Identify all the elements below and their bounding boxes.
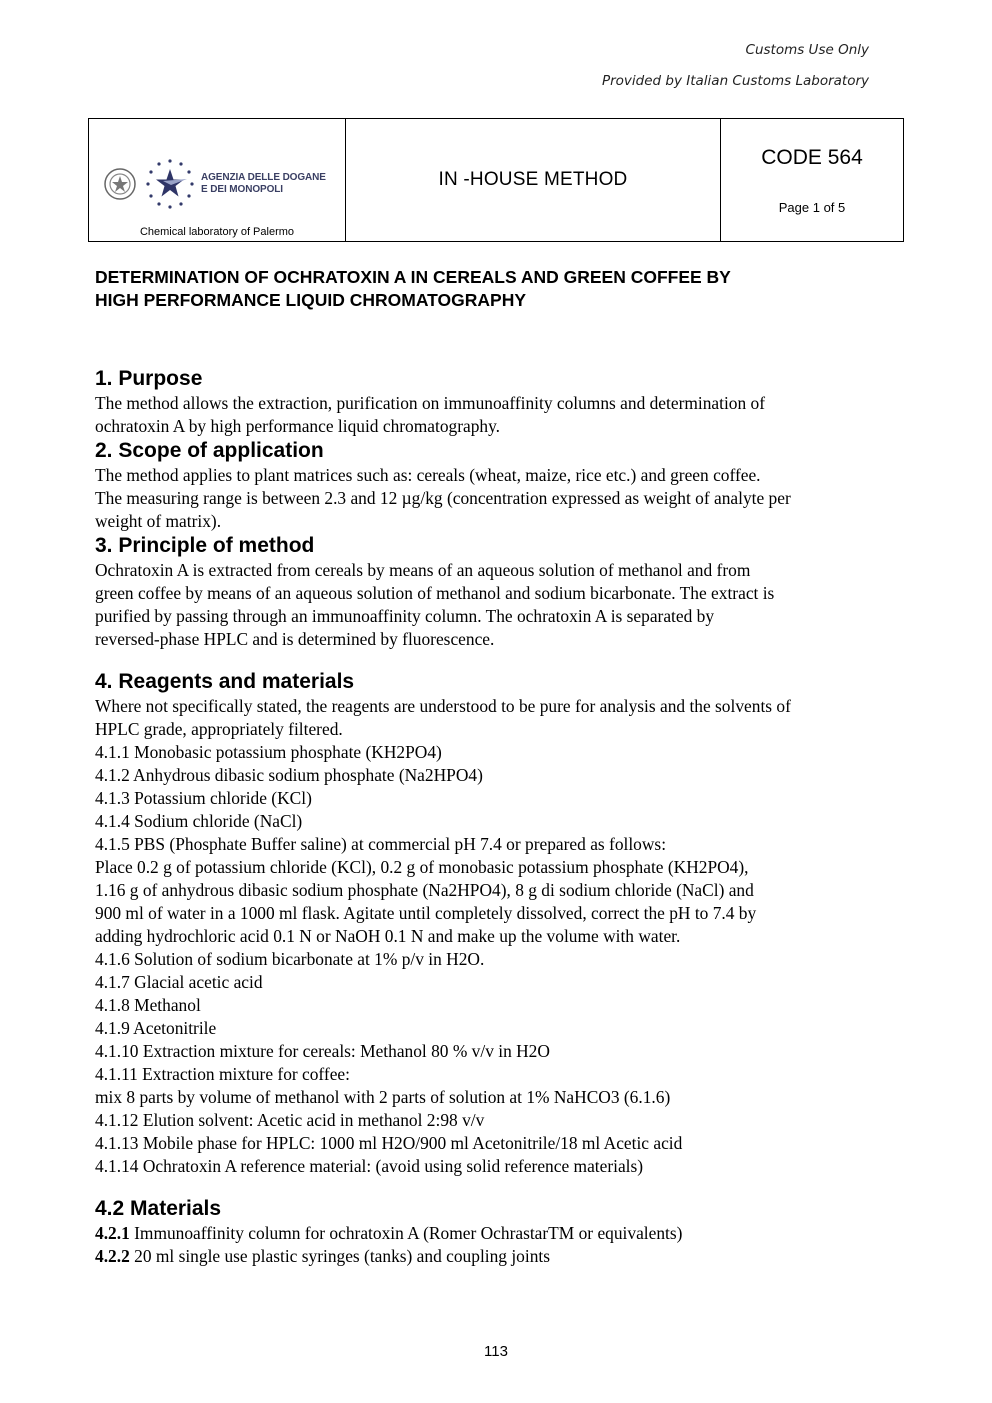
section-heading-reagents: 4. Reagents and materials <box>95 670 355 693</box>
material-item <box>95 1222 915 1245</box>
agency-name <box>201 172 326 196</box>
page-indicator: Page 1 of 5 <box>778 200 846 215</box>
text-line: HPLC grade, appropriately filtered. <box>95 719 343 739</box>
title-line-1: DETERMINATION OF OCHRATOXIN A IN CEREALS AND GREEN COFFEE BY <box>95 267 731 287</box>
lab-name: Chemical laboratory of Palermo <box>139 226 295 238</box>
provider-note: Provided by Italian Customs Laboratory <box>601 73 869 89</box>
agency-logo <box>103 155 326 213</box>
eu-stars-logo-icon <box>141 155 199 213</box>
header-table <box>88 118 904 242</box>
reagent-item: 4.1.14 Ochratoxin A reference material: (avoid using solid reference materials) <box>95 1156 644 1176</box>
reagent-item: 4.1.9 Acetonitrile <box>95 1018 217 1038</box>
document-title <box>95 266 895 312</box>
agency-line-1: AGENZIA DELLE DOGANE <box>201 172 326 183</box>
section-heading-principle: 3. Principle of method <box>95 534 315 557</box>
page-number: 113 <box>484 1343 508 1360</box>
reagent-item: 4.1.10 Extraction mixture for cereals: Methanol 80 % v/v in H2O <box>95 1041 550 1061</box>
reagent-item: 4.1.6 Solution of sodium bicarbonate at 1% p/v in H2O. <box>95 949 485 969</box>
reagent-item: 4.1.11 Extraction mixture for coffee: <box>95 1064 350 1084</box>
document-body <box>95 366 915 1268</box>
material-number: 4.2.1 <box>95 1223 130 1243</box>
agency-line-2: E DEI MONOPOLI <box>201 184 283 195</box>
reagent-item: 4.1.4 Sodium chloride (NaCl) <box>95 811 303 831</box>
text-line: Place 0.2 g of potassium chloride (KCl), 0.2 g of monobasic potassium phosphate (KH2PO4), <box>95 857 749 877</box>
text-line: The method allows the extraction, purification on immunoaffinity columns and determination of <box>95 393 766 413</box>
text-line: green coffee by means of an aqueous solution of methanol and sodium bicarbonate. The extract is <box>95 583 775 603</box>
text-line: ochratoxin A by high performance liquid chromatography. <box>95 416 501 436</box>
purpose-text <box>95 392 915 438</box>
material-number: 4.2.2 <box>95 1246 130 1266</box>
text-line: purified by passing through an immunoaffinity column. The ochratoxin A is separated by <box>95 606 715 626</box>
text-line: 900 ml of water in a 1000 ml flask. Agitate until completely dissolved, correct the pH to 7.4 by <box>95 903 757 923</box>
logo-cell <box>89 119 346 241</box>
code-cell <box>721 119 903 241</box>
section-heading-materials: 4.2 Materials <box>95 1197 222 1220</box>
materials-list <box>95 1222 915 1268</box>
reagent-item: 4.1.13 Mobile phase for HPLC: 1000 ml H2O/900 ml Acetonitrile/18 ml Acetic acid <box>95 1133 683 1153</box>
document-code: CODE 564 <box>761 146 863 169</box>
method-cell <box>346 119 721 241</box>
text-line: The measuring range is between 2.3 and 12 µg/kg (concentration expressed as weight of analyte per <box>95 488 791 508</box>
reagent-item: 4.1.2 Anhydrous dibasic sodium phosphate (Na2HPO4) <box>95 765 483 785</box>
text-line: Ochratoxin A is extracted from cereals by means of an aqueous solution of methanol and from <box>95 560 751 580</box>
text-line: 1.16 g of anhydrous dibasic sodium phosphate (Na2HPO4), 8 g di sodium chloride (NaCl) and <box>95 880 754 900</box>
reagent-item: 4.1.3 Potassium chloride (KCl) <box>95 788 312 808</box>
customs-use-note: Customs Use Only <box>745 42 869 58</box>
section-heading-purpose: 1. Purpose <box>95 367 203 390</box>
text-line: Where not specifically stated, the reagents are understood to be pure for analysis and the solvents of <box>95 696 791 716</box>
material-item <box>95 1245 915 1268</box>
title-line-2: HIGH PERFORMANCE LIQUID CHROMATOGRAPHY <box>95 290 527 310</box>
scope-text <box>95 464 915 533</box>
italian-emblem-icon <box>103 167 137 201</box>
text-line: reversed-phase HPLC and is determined by fluorescence. <box>95 629 495 649</box>
reagents-text <box>95 695 915 1178</box>
reagent-item: 4.1.12 Elution solvent: Acetic acid in methanol 2:98 v/v <box>95 1110 485 1130</box>
material-text: Immunoaffinity column for ochratoxin A (Romer OchrastarTM or equivalents) <box>129 1223 683 1243</box>
reagent-item: 4.1.5 PBS (Phosphate Buffer saline) at commercial pH 7.4 or prepared as follows: <box>95 834 667 854</box>
text-line: mix 8 parts by volume of methanol with 2 parts of solution at 1% NaHCO3 (6.1.6) <box>95 1087 671 1107</box>
reagent-item: 4.1.7 Glacial acetic acid <box>95 972 263 992</box>
material-text: 20 ml single use plastic syringes (tanks) and coupling joints <box>129 1246 551 1266</box>
reagent-item: 4.1.1 Monobasic potassium phosphate (KH2PO4) <box>95 742 442 762</box>
reagent-item: 4.1.8 Methanol <box>95 995 201 1015</box>
method-title: IN -HOUSE METHOD <box>438 169 628 190</box>
principle-text <box>95 559 915 651</box>
text-line: The method applies to plant matrices such as: cereals (wheat, maize, rice etc.) and green coffee. <box>95 465 761 485</box>
text-line: adding hydrochloric acid 0.1 N or NaOH 0.1 N and make up the volume with water. <box>95 926 681 946</box>
text-line: weight of matrix). <box>95 511 222 531</box>
section-heading-scope: 2. Scope of application <box>95 439 324 462</box>
